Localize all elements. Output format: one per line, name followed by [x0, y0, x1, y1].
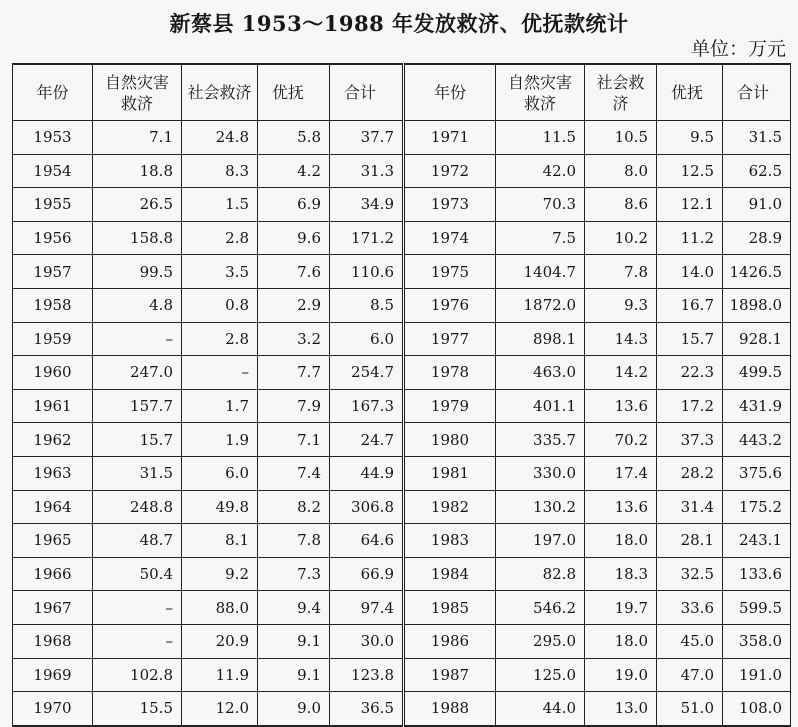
natural-disaster-cell: 1872.0	[496, 288, 585, 322]
social-relief-cell: 6.0	[182, 456, 258, 490]
header-natural-disaster: 自然灾害救济	[496, 64, 585, 121]
social-relief-cell: 2.8	[182, 322, 258, 356]
preferential-cell: 9.1	[258, 624, 330, 658]
natural-disaster-cell: 4.8	[93, 288, 182, 322]
natural-disaster-cell: 125.0	[496, 658, 585, 692]
total-cell: 358.0	[723, 624, 791, 658]
year-cell: 1962	[13, 423, 93, 457]
natural-disaster-cell: 48.7	[93, 524, 182, 558]
natural-disaster-cell: 44.0	[496, 692, 585, 726]
natural-disaster-cell: 295.0	[496, 624, 585, 658]
preferential-cell: 7.8	[258, 524, 330, 558]
total-cell: 24.7	[330, 423, 404, 457]
total-cell: 30.0	[330, 624, 404, 658]
social-relief-cell: 0.8	[182, 288, 258, 322]
social-relief-cell: 70.2	[585, 423, 657, 457]
social-relief-cell: 2.8	[182, 221, 258, 255]
social-relief-cell: 1.9	[182, 423, 258, 457]
preferential-cell: 9.1	[258, 658, 330, 692]
natural-disaster-cell: 18.8	[93, 154, 182, 188]
social-relief-cell: 3.5	[182, 255, 258, 289]
total-cell: 108.0	[723, 692, 791, 726]
preferential-cell: 7.1	[258, 423, 330, 457]
preferential-cell: 7.6	[258, 255, 330, 289]
table-row	[13, 221, 791, 255]
natural-disaster-cell: –	[93, 591, 182, 625]
social-relief-cell: 13.0	[585, 692, 657, 726]
preferential-cell: 14.0	[657, 255, 723, 289]
preferential-cell: 7.4	[258, 456, 330, 490]
social-relief-cell: 18.3	[585, 557, 657, 591]
header-total: 合计	[723, 64, 791, 121]
total-cell: 64.6	[330, 524, 404, 558]
year-cell: 1960	[13, 356, 93, 390]
table-row	[13, 624, 791, 658]
total-cell: 123.8	[330, 658, 404, 692]
natural-disaster-cell: 1404.7	[496, 255, 585, 289]
year-cell: 1953	[13, 121, 93, 155]
year-cell: 1976	[404, 288, 496, 322]
social-relief-cell: 12.0	[182, 692, 258, 726]
total-cell: 1898.0	[723, 288, 791, 322]
year-cell: 1973	[404, 188, 496, 222]
preferential-cell: 7.3	[258, 557, 330, 591]
header-total: 合计	[330, 64, 404, 121]
year-cell: 1963	[13, 456, 93, 490]
table-row	[13, 524, 791, 558]
year-cell: 1981	[404, 456, 496, 490]
preferential-cell: 6.9	[258, 188, 330, 222]
preferential-cell: 9.6	[258, 221, 330, 255]
preferential-cell: 37.3	[657, 423, 723, 457]
natural-disaster-cell: 42.0	[496, 154, 585, 188]
social-relief-cell: 14.3	[585, 322, 657, 356]
year-cell: 1966	[13, 557, 93, 591]
total-cell: 91.0	[723, 188, 791, 222]
preferential-cell: 9.4	[258, 591, 330, 625]
social-relief-cell: 14.2	[585, 356, 657, 390]
natural-disaster-cell: 463.0	[496, 356, 585, 390]
total-cell: 66.9	[330, 557, 404, 591]
year-cell: 1983	[404, 524, 496, 558]
table-row	[13, 456, 791, 490]
table-row	[13, 121, 791, 155]
social-relief-cell: 19.0	[585, 658, 657, 692]
total-cell: 599.5	[723, 591, 791, 625]
preferential-cell: 12.5	[657, 154, 723, 188]
total-cell: 31.5	[723, 121, 791, 155]
total-cell: 306.8	[330, 490, 404, 524]
preferential-cell: 28.2	[657, 456, 723, 490]
social-relief-cell: 20.9	[182, 624, 258, 658]
year-cell: 1987	[404, 658, 496, 692]
natural-disaster-cell: 70.3	[496, 188, 585, 222]
preferential-cell: 4.2	[258, 154, 330, 188]
table-row	[13, 591, 791, 625]
preferential-cell: 28.1	[657, 524, 723, 558]
header-natural-disaster: 自然灾害救济	[93, 64, 182, 121]
preferential-cell: 12.1	[657, 188, 723, 222]
preferential-cell: 2.9	[258, 288, 330, 322]
natural-disaster-cell: 99.5	[93, 255, 182, 289]
total-cell: 37.7	[330, 121, 404, 155]
total-cell: 928.1	[723, 322, 791, 356]
total-cell: 243.1	[723, 524, 791, 558]
table-row	[13, 154, 791, 188]
year-cell: 1982	[404, 490, 496, 524]
preferential-cell: 51.0	[657, 692, 723, 726]
total-cell: 34.9	[330, 188, 404, 222]
total-cell: 62.5	[723, 154, 791, 188]
preferential-cell: 3.2	[258, 322, 330, 356]
preferential-cell: 16.7	[657, 288, 723, 322]
year-cell: 1978	[404, 356, 496, 390]
preferential-cell: 8.2	[258, 490, 330, 524]
table-row	[13, 288, 791, 322]
total-cell: 110.6	[330, 255, 404, 289]
year-cell: 1979	[404, 389, 496, 423]
year-cell: 1968	[13, 624, 93, 658]
year-cell: 1959	[13, 322, 93, 356]
total-cell: 36.5	[330, 692, 404, 726]
total-cell: 31.3	[330, 154, 404, 188]
preferential-cell: 32.5	[657, 557, 723, 591]
natural-disaster-cell: 401.1	[496, 389, 585, 423]
year-cell: 1957	[13, 255, 93, 289]
social-relief-cell: 17.4	[585, 456, 657, 490]
year-cell: 1954	[13, 154, 93, 188]
table-row	[13, 255, 791, 289]
preferential-cell: 9.5	[657, 121, 723, 155]
natural-disaster-cell: 247.0	[93, 356, 182, 390]
natural-disaster-cell: 330.0	[496, 456, 585, 490]
natural-disaster-cell: 248.8	[93, 490, 182, 524]
preferential-cell: 45.0	[657, 624, 723, 658]
year-cell: 1975	[404, 255, 496, 289]
total-cell: 8.5	[330, 288, 404, 322]
header-preferential: 优抚	[657, 64, 723, 121]
social-relief-cell: 1.7	[182, 389, 258, 423]
year-cell: 1980	[404, 423, 496, 457]
header-year: 年份	[13, 64, 93, 121]
year-cell: 1956	[13, 221, 93, 255]
social-relief-cell: 1.5	[182, 188, 258, 222]
social-relief-cell: 8.0	[585, 154, 657, 188]
total-cell: 443.2	[723, 423, 791, 457]
table-row	[13, 389, 791, 423]
total-cell: 28.9	[723, 221, 791, 255]
total-cell: 171.2	[330, 221, 404, 255]
year-cell: 1969	[13, 658, 93, 692]
year-cell: 1965	[13, 524, 93, 558]
natural-disaster-cell: 898.1	[496, 322, 585, 356]
preferential-cell: 15.7	[657, 322, 723, 356]
page-title: 新蔡县 1953～1988 年发放救济、优抚款统计	[169, 11, 629, 36]
natural-disaster-cell: –	[93, 322, 182, 356]
year-cell: 1972	[404, 154, 496, 188]
social-relief-cell: 88.0	[182, 591, 258, 625]
social-relief-cell: 11.9	[182, 658, 258, 692]
table-row	[13, 557, 791, 591]
natural-disaster-cell: 546.2	[496, 591, 585, 625]
social-relief-cell: 8.6	[585, 188, 657, 222]
header-social-relief: 社会救济	[182, 64, 258, 121]
natural-disaster-cell: 102.8	[93, 658, 182, 692]
total-cell: 191.0	[723, 658, 791, 692]
header-row	[13, 64, 791, 121]
total-cell: 175.2	[723, 490, 791, 524]
table-row	[13, 658, 791, 692]
social-relief-cell: 7.8	[585, 255, 657, 289]
relief-table	[12, 63, 791, 727]
natural-disaster-cell: –	[93, 624, 182, 658]
year-cell: 1985	[404, 591, 496, 625]
unit-label: 单位：万元	[690, 38, 786, 60]
preferential-cell: 33.6	[657, 591, 723, 625]
total-cell: 499.5	[723, 356, 791, 390]
social-relief-cell: 18.0	[585, 624, 657, 658]
social-relief-cell: –	[182, 356, 258, 390]
total-cell: 133.6	[723, 557, 791, 591]
year-cell: 1967	[13, 591, 93, 625]
total-cell: 6.0	[330, 322, 404, 356]
total-cell: 254.7	[330, 356, 404, 390]
table-row	[13, 188, 791, 222]
year-cell: 1964	[13, 490, 93, 524]
natural-disaster-cell: 7.1	[93, 121, 182, 155]
social-relief-cell: 10.5	[585, 121, 657, 155]
social-relief-cell: 18.0	[585, 524, 657, 558]
social-relief-cell: 10.2	[585, 221, 657, 255]
preferential-cell: 7.9	[258, 389, 330, 423]
preferential-cell: 7.7	[258, 356, 330, 390]
preferential-cell: 11.2	[657, 221, 723, 255]
preferential-cell: 47.0	[657, 658, 723, 692]
natural-disaster-cell: 82.8	[496, 557, 585, 591]
total-cell: 44.9	[330, 456, 404, 490]
total-cell: 1426.5	[723, 255, 791, 289]
table-row	[13, 490, 791, 524]
social-relief-cell: 9.3	[585, 288, 657, 322]
year-cell: 1977	[404, 322, 496, 356]
social-relief-cell: 9.2	[182, 557, 258, 591]
natural-disaster-cell: 15.7	[93, 423, 182, 457]
header-year: 年份	[404, 64, 496, 121]
table-row	[13, 322, 791, 356]
natural-disaster-cell: 31.5	[93, 456, 182, 490]
year-cell: 1970	[13, 692, 93, 726]
social-relief-cell: 49.8	[182, 490, 258, 524]
total-cell: 97.4	[330, 591, 404, 625]
header-preferential: 优抚	[258, 64, 330, 121]
natural-disaster-cell: 158.8	[93, 221, 182, 255]
year-cell: 1988	[404, 692, 496, 726]
social-relief-cell: 13.6	[585, 389, 657, 423]
preferential-cell: 17.2	[657, 389, 723, 423]
social-relief-cell: 8.3	[182, 154, 258, 188]
year-cell: 1958	[13, 288, 93, 322]
social-relief-cell: 13.6	[585, 490, 657, 524]
header-social-relief: 社会救济	[585, 64, 657, 121]
preferential-cell: 31.4	[657, 490, 723, 524]
year-cell: 1986	[404, 624, 496, 658]
natural-disaster-cell: 11.5	[496, 121, 585, 155]
year-cell: 1971	[404, 121, 496, 155]
natural-disaster-cell: 157.7	[93, 389, 182, 423]
year-cell: 1961	[13, 389, 93, 423]
table-row	[13, 423, 791, 457]
total-cell: 431.9	[723, 389, 791, 423]
total-cell: 167.3	[330, 389, 404, 423]
social-relief-cell: 8.1	[182, 524, 258, 558]
natural-disaster-cell: 130.2	[496, 490, 585, 524]
year-cell: 1955	[13, 188, 93, 222]
year-cell: 1984	[404, 557, 496, 591]
natural-disaster-cell: 15.5	[93, 692, 182, 726]
social-relief-cell: 24.8	[182, 121, 258, 155]
natural-disaster-cell: 7.5	[496, 221, 585, 255]
preferential-cell: 22.3	[657, 356, 723, 390]
table-row	[13, 692, 791, 726]
social-relief-cell: 19.7	[585, 591, 657, 625]
total-cell: 375.6	[723, 456, 791, 490]
preferential-cell: 5.8	[258, 121, 330, 155]
natural-disaster-cell: 335.7	[496, 423, 585, 457]
natural-disaster-cell: 26.5	[93, 188, 182, 222]
year-cell: 1974	[404, 221, 496, 255]
preferential-cell: 9.0	[258, 692, 330, 726]
natural-disaster-cell: 50.4	[93, 557, 182, 591]
table-row	[13, 356, 791, 390]
natural-disaster-cell: 197.0	[496, 524, 585, 558]
